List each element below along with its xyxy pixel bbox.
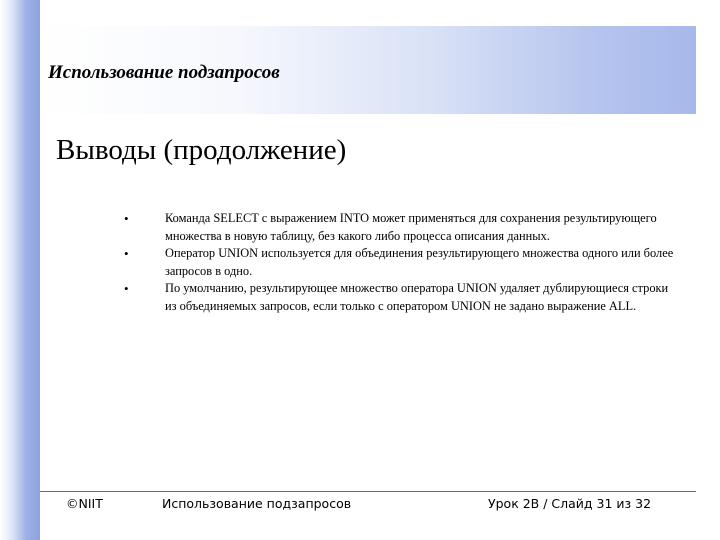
left-decorative-bar [0,0,40,540]
bullet-list [122,210,682,315]
bullet-item [122,280,682,315]
bullet-text: Оператор UNION используется для объединения результирующего множества одного или более запросов в одно. [165,246,674,278]
bullet-text: Команда SELECT с выражением INTO может применяться для сохранения результирующего множества в новую таблицу, без какого либо процесса описания данных. [165,211,657,243]
footer-slide-info: Урок 2В / Слайд 31 из 32 [488,496,652,511]
footer-divider [40,491,696,492]
footer-copyright: ©NIIT [66,496,103,511]
bullet-icon: • [124,246,129,261]
bullet-icon: • [124,281,129,296]
slide-header-title: Использование подзапросов [48,62,280,83]
footer-topic: Использование подзапросов [162,496,352,511]
section-title: Выводы (продолжение) [56,134,347,166]
bullet-item [122,210,682,245]
bullet-icon: • [124,211,129,226]
bullet-item [122,245,682,280]
bullet-text: По умолчанию, результирующее множество оператора UNION удаляет дублирующиеся строки из объединяемых запросов, если только с оператором UNION не задано выражение ALL. [165,281,669,313]
